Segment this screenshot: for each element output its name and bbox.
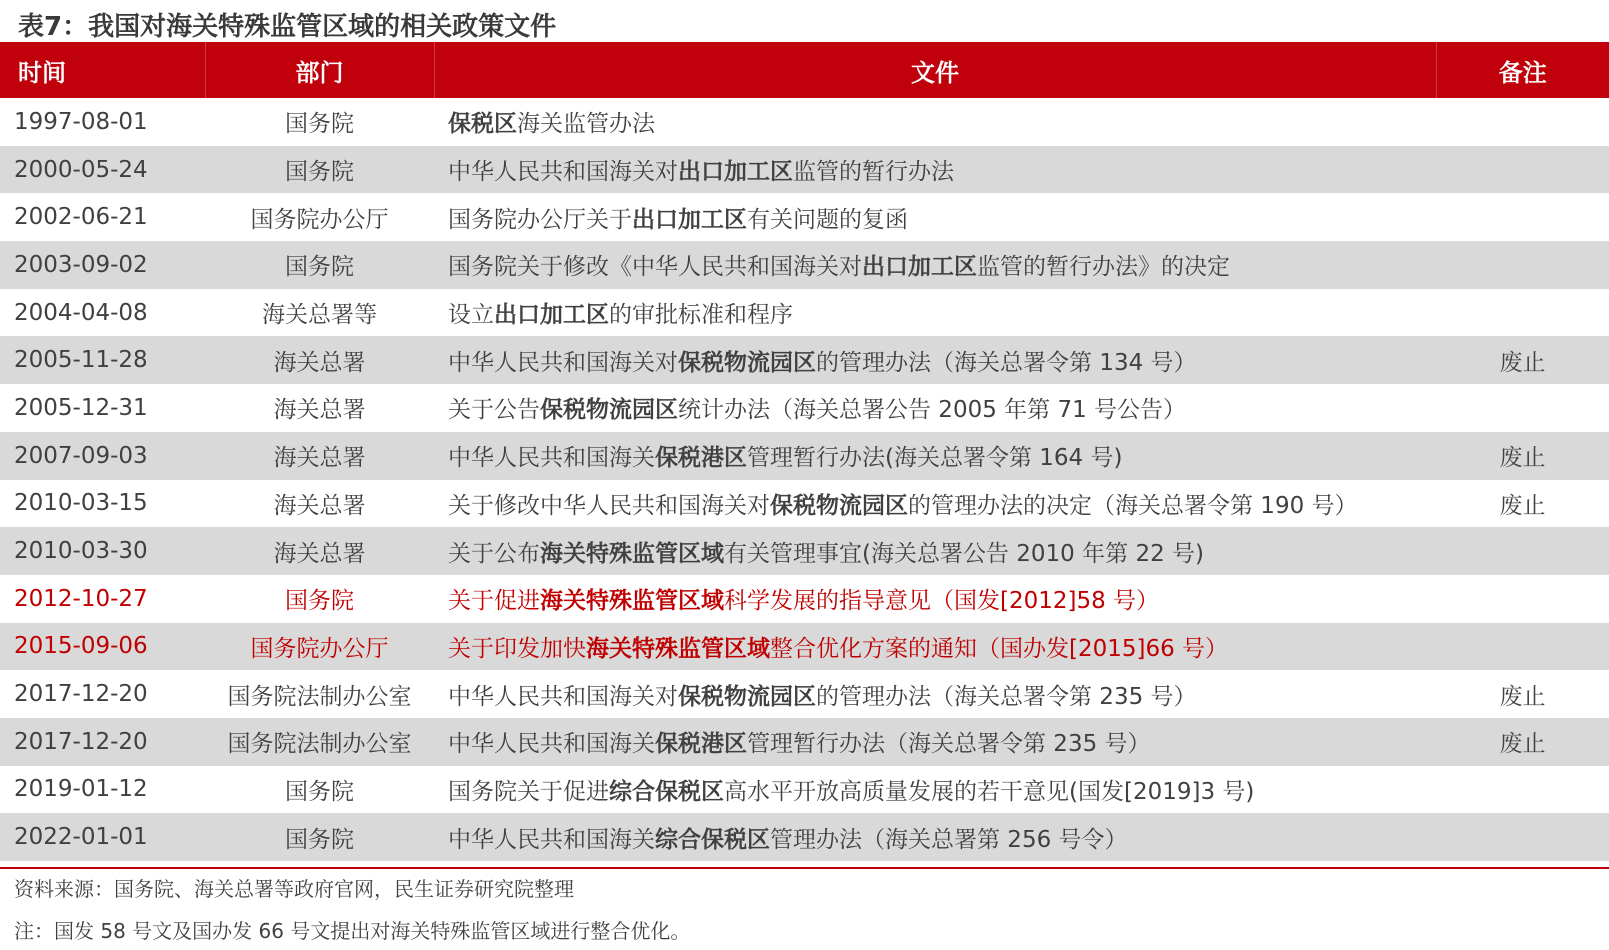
department-cell: 国务院 [285,588,354,615]
note-cell: 废止 [1499,349,1546,376]
document-cell [434,813,1436,861]
column-header-note: 备注 [1498,58,1547,87]
document-cell [434,289,1436,337]
table-row [0,527,1609,575]
document-cell [434,432,1436,480]
date-cell: 2005-11-28 [14,347,148,374]
note-cell [1436,623,1609,671]
date-cell: 2015-09-06 [14,633,148,660]
document-zone-keyword: 保税物流园区 [770,492,908,519]
document-text-post: 的管理办法（海关总署令第 134 号） [816,349,1197,376]
document-text-post: 管理暂行办法（海关总署令第 235 号） [747,731,1151,758]
table-row [0,670,1609,718]
department-cell: 海关总署 [273,349,366,376]
department-cell: 海关总署 [273,397,366,424]
document-zone-keyword: 出口加工区 [862,254,977,281]
department-cell: 国务院办公厅 [250,635,389,662]
table-row [0,575,1609,623]
note-cell [1436,813,1609,861]
note-cell: 废止 [1499,492,1546,519]
document-text-post: 的审批标准和程序 [609,302,793,329]
table-row [0,623,1609,671]
document-text-post: 管理办法（海关总署第 256 号令） [770,826,1128,853]
document-text-pre: 设立 [448,302,494,329]
note-cell [1436,193,1609,241]
note-cell: 废止 [1499,445,1546,472]
document-text-pre: 国务院关于修改《中华人民共和国海关对 [448,254,862,281]
column-header-dept: 部门 [205,42,434,98]
document-text-pre: 国务院办公厅关于 [448,206,632,233]
document-zone-keyword: 综合保税区 [655,826,770,853]
document-text-post: 监管的暂行办法》的决定 [977,254,1230,281]
department-cell: 国务院法制办公室 [227,683,412,710]
document-cell [434,766,1436,814]
note-cell [1436,241,1609,289]
policy-table [0,42,1609,861]
document-text-post: 整合优化方案的通知（国办发[2015]66 号） [770,635,1229,662]
date-cell: 2000-05-24 [14,156,148,183]
date-cell: 1997-08-01 [14,108,148,135]
document-text-pre: 关于公布 [448,540,540,567]
document-text-post: 管理暂行办法(海关总署令第 164 号) [747,445,1123,472]
note-cell [1436,384,1609,432]
date-cell: 2002-06-21 [14,204,148,231]
column-header-date: 时间 [0,42,205,98]
document-zone-keyword: 出口加工区 [678,159,793,186]
department-cell: 国务院 [285,778,354,805]
table-bottom-rule [0,867,1609,869]
document-text-pre: 中华人民共和国海关 [448,731,655,758]
document-text-post: 高水平开放高质量发展的若干意见(国发[2019]3 号) [724,778,1255,805]
document-text-post: 统计办法（海关总署公告 2005 年第 71 号公告） [678,397,1187,424]
document-zone-keyword: 海关特殊监管区域 [540,588,724,615]
date-cell: 2017-12-20 [14,728,148,755]
date-cell: 2004-04-08 [14,299,148,326]
document-zone-keyword: 出口加工区 [494,302,609,329]
note-cell [1436,98,1609,146]
note-cell: 废止 [1499,683,1546,710]
document-cell [434,480,1436,528]
document-text-pre: 中华人民共和国海关对 [448,159,678,186]
document-text-pre: 关于公告 [448,397,540,424]
document-zone-keyword: 保税物流园区 [540,397,678,424]
table-body [0,98,1609,861]
table-row [0,766,1609,814]
date-cell: 2017-12-20 [14,681,148,708]
note-cell [1436,289,1609,337]
document-text-pre: 中华人民共和国海关对 [448,683,678,710]
document-zone-keyword: 保税港区 [655,445,747,472]
table-row [0,480,1609,528]
department-cell: 国务院办公厅 [250,206,389,233]
document-zone-keyword: 海关特殊监管区域 [586,635,770,662]
date-cell: 2019-01-12 [14,776,148,803]
table-row [0,432,1609,480]
department-cell: 海关总署 [273,445,366,472]
table-header [0,42,1609,98]
date-cell: 2022-01-01 [14,824,148,851]
note-cell [1436,766,1609,814]
table-row [0,146,1609,194]
document-text-pre: 国务院关于促进 [448,778,609,805]
document-cell [434,384,1436,432]
table-row [0,813,1609,861]
document-cell [434,575,1436,623]
date-cell: 2005-12-31 [14,394,148,421]
department-cell: 国务院法制办公室 [227,731,412,758]
department-cell: 国务院 [285,826,354,853]
document-cell [434,527,1436,575]
table-row [0,98,1609,146]
document-text-pre: 关于印发加快 [448,635,586,662]
note-cell [1436,527,1609,575]
header-row [0,42,1609,98]
department-cell: 国务院 [285,111,354,138]
document-text-pre: 关于修改中华人民共和国海关对 [448,492,770,519]
document-zone-keyword: 保税港区 [655,731,747,758]
document-zone-keyword: 保税区 [448,111,517,138]
document-text-pre: 中华人民共和国海关 [448,826,655,853]
department-cell: 海关总署 [273,540,366,567]
document-zone-keyword: 海关特殊监管区域 [540,540,724,567]
document-cell [434,336,1436,384]
table-row [0,384,1609,432]
department-cell: 海关总署 [273,492,366,519]
department-cell: 海关总署等 [262,302,377,329]
date-cell: 2003-09-02 [14,251,148,278]
document-text-post: 科学发展的指导意见（国发[2012]58 号） [724,588,1160,615]
document-zone-keyword: 出口加工区 [632,206,747,233]
document-text-post: 有关管理事宜(海关总署公告 2010 年第 22 号) [724,540,1204,567]
document-text-pre: 关于促进 [448,588,540,615]
document-zone-keyword: 保税物流园区 [678,683,816,710]
note-cell [1436,146,1609,194]
document-cell [434,241,1436,289]
page-title: 表7：我国对海关特殊监管区域的相关政策文件 [18,12,557,42]
document-zone-keyword: 保税物流园区 [678,349,816,376]
document-text-pre: 中华人民共和国海关 [448,445,655,472]
note-cell: 废止 [1499,731,1546,758]
date-cell: 2010-03-15 [14,490,148,517]
document-text-post: 有关问题的复函 [747,206,908,233]
document-cell [434,98,1436,146]
source-note: 资料来源：国务院、海关总署等政府官网，民生证券研究院整理 [14,877,574,901]
document-cell [434,718,1436,766]
document-text-post: 海关监管办法 [517,111,655,138]
column-header-document: 文件 [434,42,1436,98]
document-text-post: 监管的暂行办法 [793,159,954,186]
date-cell: 2010-03-30 [14,538,148,565]
footnote: 注：国发 58 号文及国办发 66 号文提出对海关特殊监管区域进行整合优化。 [14,919,691,943]
department-cell: 国务院 [285,159,354,186]
document-text-post: 的管理办法（海关总署令第 235 号） [816,683,1197,710]
document-cell [434,193,1436,241]
document-cell [434,670,1436,718]
document-cell [434,146,1436,194]
document-text-post: 的管理办法的决定（海关总署令第 190 号） [908,492,1358,519]
note-cell [1436,575,1609,623]
table-row [0,289,1609,337]
document-text-pre: 中华人民共和国海关对 [448,349,678,376]
table-row [0,193,1609,241]
document-zone-keyword: 综合保税区 [609,778,724,805]
table-row [0,241,1609,289]
date-cell: 2012-10-27 [14,585,148,612]
document-cell [434,623,1436,671]
department-cell: 国务院 [285,254,354,281]
table-row [0,718,1609,766]
table-row [0,336,1609,384]
date-cell: 2007-09-03 [14,442,148,469]
